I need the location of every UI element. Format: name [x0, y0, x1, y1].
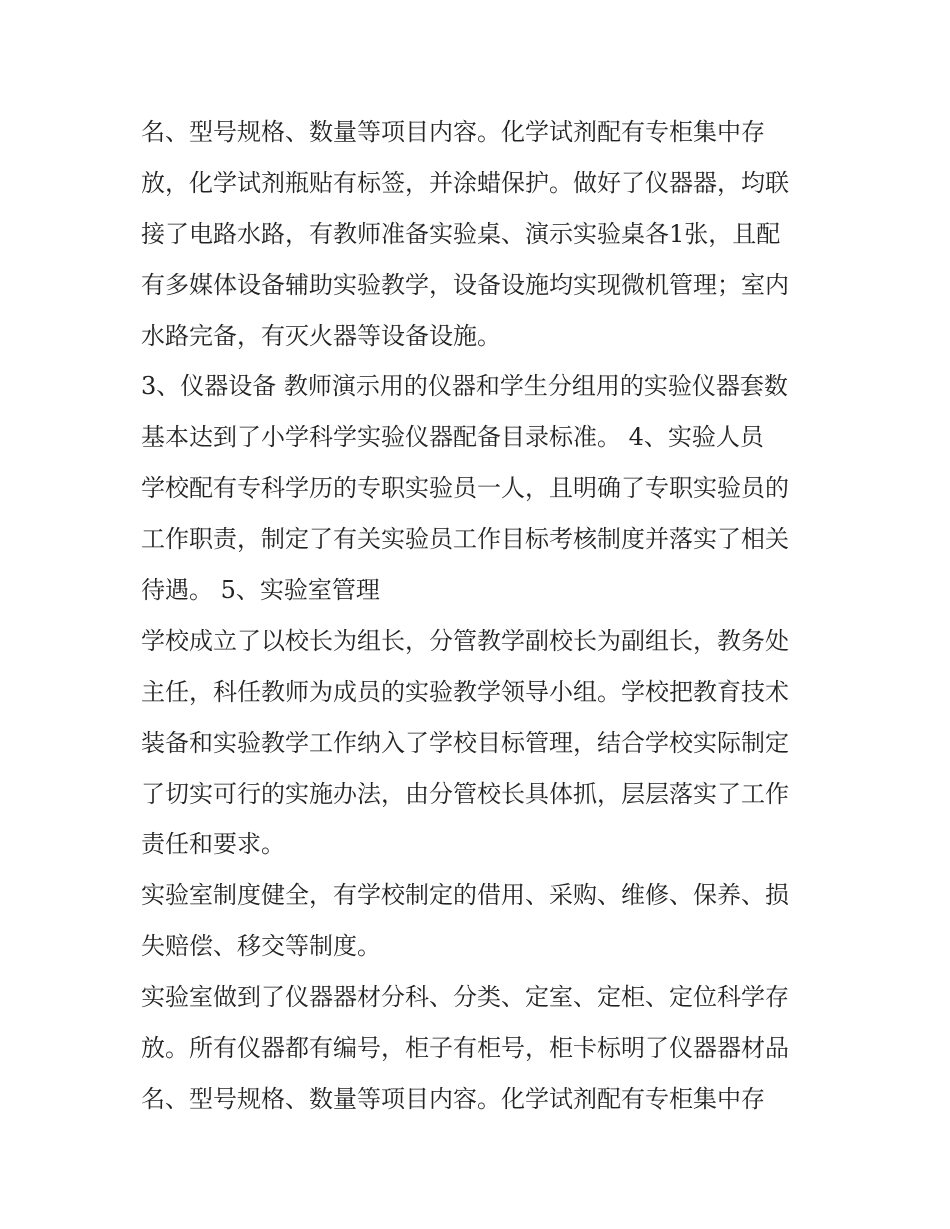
text-line: 了切实可行的实施办法，由分管校长具体抓，层层落实了工作	[141, 779, 789, 808]
text-line: 失赔偿、移交等制度。	[141, 932, 381, 961]
document-body	[141, 107, 821, 1125]
text-line: 待遇。 5、实验室管理	[141, 576, 380, 605]
text-line: 名、型号规格、数量等项目内容。化学试剂配有专柜集中存	[141, 1084, 765, 1113]
text-line: 工作职责，制定了有关实验员工作目标考核制度并落实了相关	[141, 525, 789, 554]
text-line: 名、型号规格、数量等项目内容。化学试剂配有专柜集中存	[141, 118, 765, 146]
text-line: 接了电路水路，有教师准备实验桌、演示实验桌各1张，且配	[141, 219, 781, 248]
text-line: 基本达到了小学科学实验仪器配备目录标准。 4、实验人员	[141, 423, 764, 452]
text-line: 主任，科任教师为成员的实验教学领导小组。学校把教育技术	[141, 677, 789, 706]
text-line: 3、仪器设备 教师演示用的仪器和学生分组用的实验仪器套数	[141, 372, 788, 401]
text-line: 有多媒体设备辅助实验教学，设备设施均实现微机管理；室内	[141, 270, 789, 299]
text-line: 实验室制度健全，有学校制定的借用、采购、维修、保养、损	[141, 881, 789, 910]
text-line: 水路完备，有灭火器等设备设施。	[141, 321, 501, 350]
text-line: 学校成立了以校长为组长，分管教学副校长为副组长，教务处	[141, 626, 789, 655]
text-line: 实验室做到了仪器器材分科、分类、定室、定柜、定位科学存	[141, 983, 789, 1012]
text-line: 学校配有专科学历的专职实验员一人，且明确了专职实验员的	[141, 474, 789, 503]
text-line: 装备和实验教学工作纳入了学校目标管理，结合学校实际制定	[141, 728, 789, 757]
text-line: 放。所有仪器都有编号，柜子有柜号，柜卡标明了仪器器材品	[141, 1034, 789, 1063]
text-line: 放，化学试剂瓶贴有标签，并涂蜡保护。做好了仪器器，均联	[141, 168, 789, 197]
text-line: 责任和要求。	[141, 830, 285, 859]
